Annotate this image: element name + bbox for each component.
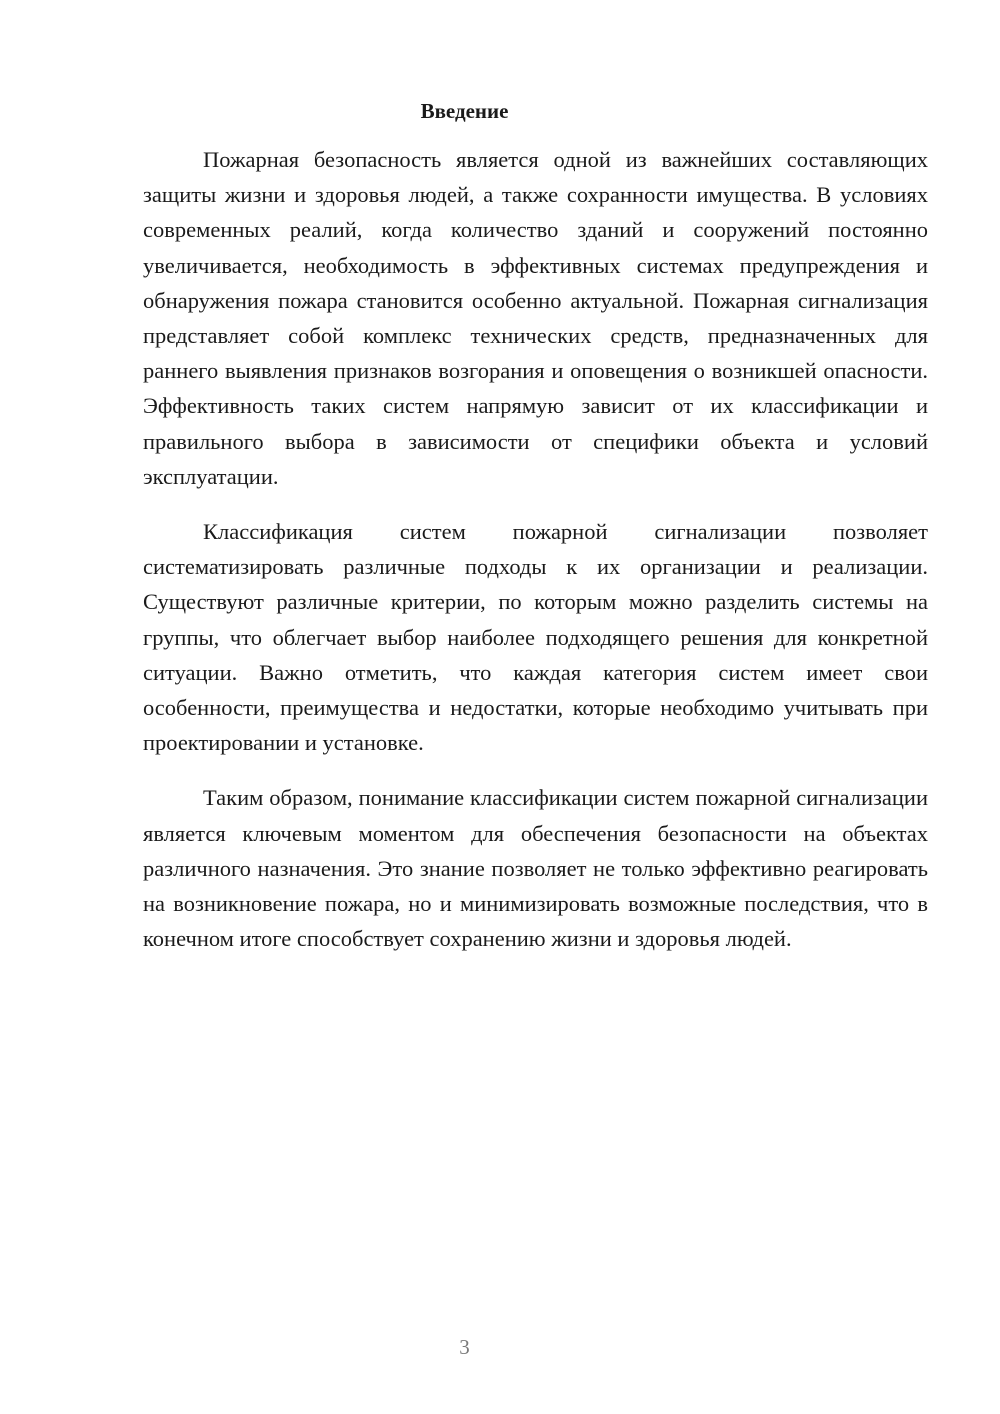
paragraph-3: Таким образом, понимание классификации систем пожарной сигнализации является ключевым моментом для обеспечения безопасности на объектах различного назначения. Это знание позволяет не только эффективно реагировать на возникновение пожара, но и минимизировать возможные последствия, что в конечном итоге способствует сохранению жизни и здоровья людей. xyxy=(143,785,928,952)
section-title: Введение xyxy=(420,99,509,123)
paragraph-1: Пожарная безопасность является одной из важнейших составляющих защиты жизни и здоровья людей, а также сохранности имущества. В условиях современных реалий, когда количество зданий и сооружений постоянно увеличивается, необходимость в эффективных системах предупреждения и обнаружения пожара становится особенно актуальной. Пожарная сигнализация представляет собой комплекс технических средств, предназначенных для раннего выявления признаков возгорания и оповещения о возникшей опасности. Эффективность таких систем напрямую зависит от их классификации и правильного выбора в зависимости от специфики объекта и условий эксплуатации. xyxy=(143,147,928,489)
page-number: 3 xyxy=(459,1335,470,1359)
section-title-wrapper xyxy=(72,96,1000,126)
document-body xyxy=(143,142,928,976)
page-number-wrapper xyxy=(72,1333,1000,1361)
paragraph-2: Классификация систем пожарной сигнализации позволяет систематизировать различные подходы к их организации и реализации. Существуют различные критерии, по которым можно разделить системы на группы, что облегчает выбор наиболее подходящего решения для конкретной ситуации. Важно отметить, что каждая категория систем имеет свои особенности, преимущества и недостатки, которые необходимо учитывать при проектировании и установке. xyxy=(143,519,928,756)
